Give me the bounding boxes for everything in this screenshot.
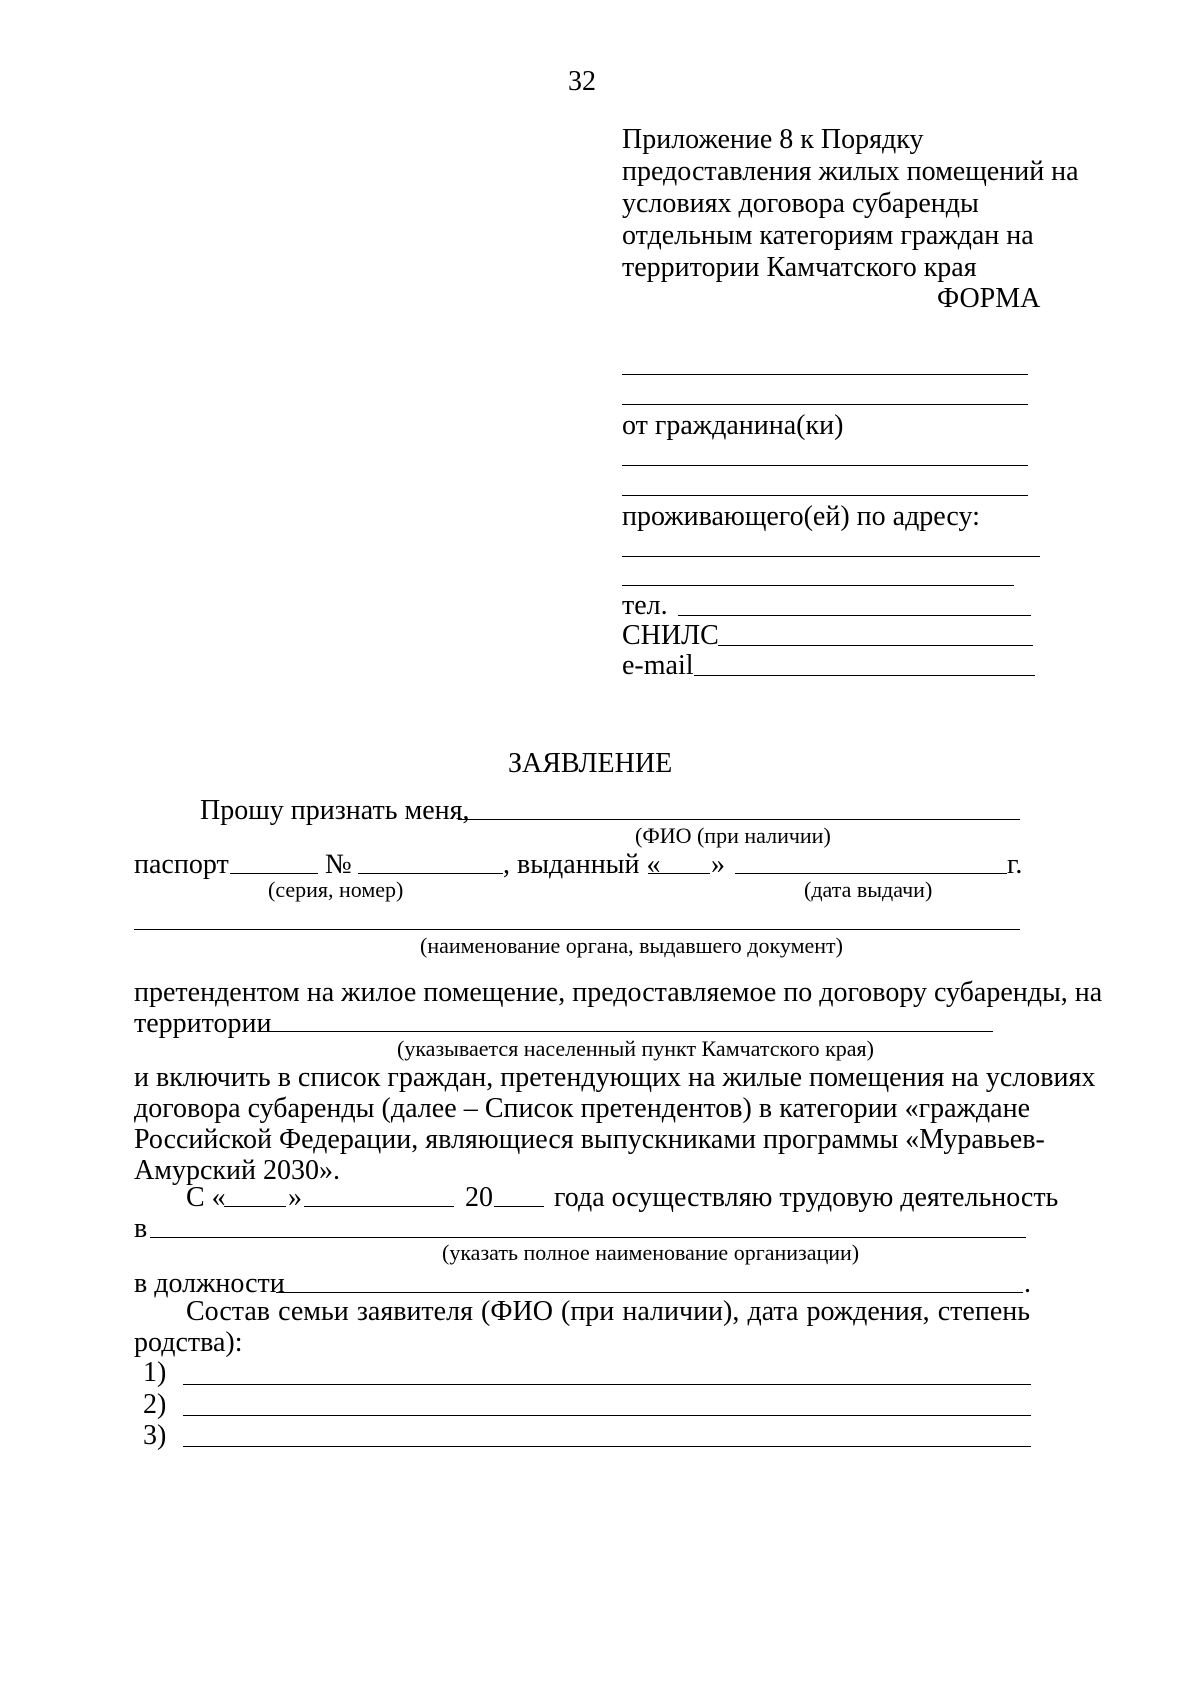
locality-hint: (указывается населенный пункт Камчатского края) (397, 1036, 874, 1061)
passport-label: паспорт (134, 849, 229, 880)
include-text-3: Российской Федерации, являющиеся выпускниками программы «Муравьев- (134, 1124, 1045, 1155)
territory-line[interactable] (260, 1031, 993, 1032)
number-sign: № (325, 849, 352, 880)
passport-number-line[interactable] (358, 873, 503, 874)
organization-line[interactable] (150, 1237, 1026, 1238)
family-item-3-line[interactable] (183, 1446, 1031, 1447)
family-item-2-line[interactable] (183, 1415, 1031, 1416)
from-citizen-label: от гражданина(ки) (622, 410, 844, 441)
passport-series-line[interactable] (230, 873, 318, 874)
appendix-line-1: Приложение 8 к Порядку (622, 124, 924, 155)
since-month-line[interactable] (304, 1206, 454, 1207)
include-text-1: и включить в список граждан, претендующих на жилые помещения на условиях (134, 1062, 1096, 1093)
issued-label: , выданный « (503, 849, 661, 880)
organization-hint: (указать полное наименование организации) (442, 1240, 860, 1265)
claimant-text-1: претендентом на жилое помещение, предоставляемое по договору субаренды, на (134, 977, 1103, 1008)
appendix-line-5: территории Камчатского края (622, 252, 977, 283)
since-year-line[interactable] (494, 1206, 544, 1207)
phone-label: тел. (622, 590, 668, 621)
authority-hint: (наименование органа, выдавшего документ) (420, 933, 843, 958)
year-prefix: 20 (465, 1182, 493, 1213)
address-line-2[interactable] (622, 585, 1014, 586)
family-item-1-number: 1) (143, 1357, 167, 1388)
issue-date-line[interactable] (735, 873, 1007, 874)
email-line[interactable] (694, 675, 1035, 676)
phone-line[interactable] (678, 615, 1031, 616)
include-text-4: Амурский 2030». (134, 1155, 340, 1186)
issue-quote-close: » (711, 849, 725, 880)
appendix-line-4: отдельным категориям граждан на (622, 220, 1034, 251)
address-line-1[interactable] (622, 556, 1040, 557)
include-text-2: договора субаренды (далее – Список претендентов) в категории «граждане (134, 1093, 1030, 1124)
since-close: » (288, 1182, 302, 1213)
addressee-line-2[interactable] (622, 404, 1028, 405)
family-item-3-number: 3) (143, 1420, 167, 1451)
family-text-2: родства): (134, 1327, 243, 1358)
document-title: ЗАЯВЛЕНИЕ (508, 748, 673, 779)
snils-line[interactable] (718, 645, 1033, 646)
appendix-line-2: предоставления жилых помещений на (622, 156, 1079, 187)
citizen-name-line-1[interactable] (622, 465, 1028, 466)
family-item-1-line[interactable] (183, 1384, 1031, 1385)
citizen-name-line-2[interactable] (622, 495, 1028, 496)
since-open: С « (186, 1182, 226, 1213)
year-suffix: г. (1007, 849, 1023, 880)
issue-day-line[interactable] (648, 873, 710, 874)
fio-line[interactable] (458, 819, 1020, 820)
addressee-line-1[interactable] (622, 374, 1028, 375)
work-text: года осуществляю трудовую деятельность (554, 1182, 1059, 1213)
date-hint: (дата выдачи) (804, 877, 933, 902)
position-line[interactable] (276, 1292, 1023, 1293)
position-period: . (1024, 1268, 1031, 1299)
snils-label: СНИЛС (622, 620, 719, 651)
since-day-line[interactable] (224, 1206, 286, 1207)
series-hint: (серия, номер) (268, 877, 404, 902)
email-label: e-mail (622, 650, 694, 681)
family-item-2-number: 2) (143, 1389, 167, 1420)
authority-line[interactable] (134, 929, 1020, 930)
territory-label: территории (134, 1008, 272, 1039)
request-text: Прошу признать меня, (200, 795, 470, 826)
family-text-1: Состав семьи заявителя (ФИО (при наличии), дата рождения, степень (186, 1296, 1030, 1327)
in-label: в (134, 1213, 148, 1244)
form-label: ФОРМА (937, 283, 1041, 314)
page-number: 32 (568, 66, 596, 97)
position-label: в должности (134, 1268, 285, 1299)
appendix-line-3: условиях договора субаренды (622, 188, 979, 219)
living-at-label: проживающего(ей) по адресу: (622, 501, 980, 532)
fio-hint: (ФИО (при наличии) (635, 823, 831, 848)
